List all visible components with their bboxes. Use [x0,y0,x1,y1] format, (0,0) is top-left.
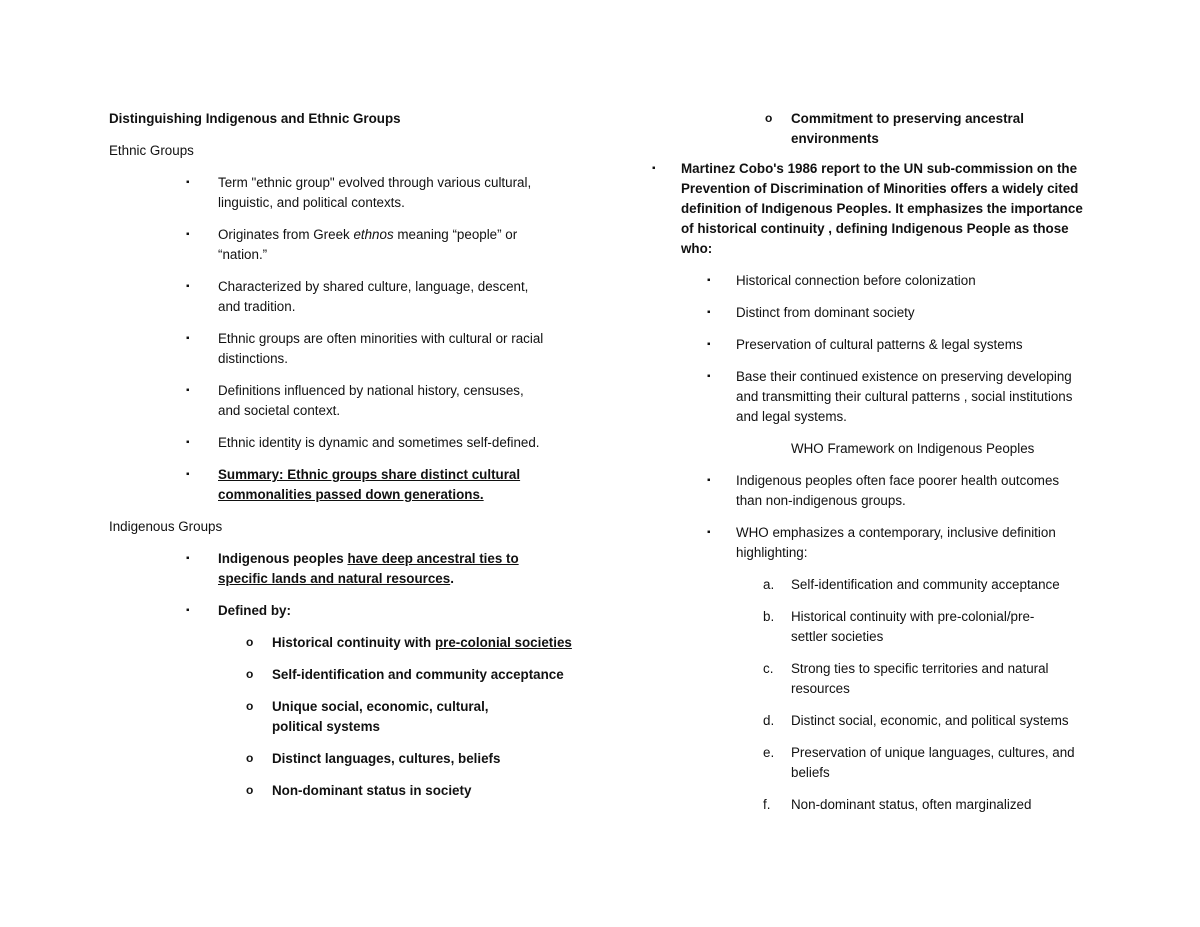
list-item: o Historical continuity with pre-colonial societies [246,635,572,650]
cobo-definition: ▪ Martinez Cobo's 1986 report to the UN sub-commission on the Prevention of Discrimination of Minorities offers a widely cited definition of Indigenous Peoples. It emphasizes the importance of historical continuity , defining Indigenous People as those who: [652,161,1083,256]
list-item: c. Strong ties to specific territories and natural resources [763,661,1049,696]
summary-item: ▪ Summary: Ethnic groups share distinct cultural commonalities passed down generations. [186,467,521,502]
list-item: ▪ Preservation of cultural patterns & legal systems [707,335,1087,355]
circle-marker: o [246,667,254,681]
list-item: ▪ Base their continued existence on preserving developing and transmitting their cultural patterns , social institutions and legal systems. [707,369,1073,424]
list-item: ▪ Ethnic identity is dynamic and sometimes self-defined. [186,433,546,453]
list-item: d. Distinct social, economic, and political systems [763,713,1069,728]
bullet-marker: ▪ [707,475,711,486]
list-item: o Non-dominant status in society [246,783,472,798]
bullet-marker: ▪ [186,437,190,448]
bullet-marker: ▪ [186,385,190,396]
right-column [652,109,1102,827]
list-item: a. Self-identification and community acceptance [763,577,1060,592]
indigenous-groups-heading: Indigenous Groups [109,519,223,534]
list-item: ▪ WHO emphasizes a contemporary, inclusive definition highlighting: [707,525,1056,560]
list-item: ▪ Historical connection before colonization [707,271,1087,291]
cobo-list [707,271,1087,427]
bullet-marker: ▪ [707,527,711,538]
document-title: Distinguishing Indigenous and Ethnic Groups [109,111,401,126]
defined-by-list [246,633,586,801]
bullet-marker: ▪ [186,553,190,564]
left-column [109,109,589,813]
ethnic-list [186,173,546,505]
circle-marker: o [765,111,773,125]
list-item: o Self-identification and community acceptance [246,667,564,682]
list-item: ▪ Defined by: [186,601,546,621]
bullet-marker: ▪ [186,177,190,188]
list-item: b. Historical continuity with pre-colonial/pre-settler societies [763,609,1035,644]
list-item: o Distinct languages, cultures, beliefs [246,751,501,766]
who-list [707,471,1087,563]
bullet-marker: ▪ [186,229,190,240]
bullet-marker: ▪ [707,275,711,286]
list-item: ▪ Ethnic groups are often minorities with cultural or racial distinctions. [186,331,544,366]
list-item: ▪ Indigenous peoples have deep ancestral ties to specific lands and natural resources. [186,551,519,586]
list-item: ▪ Term "ethnic group" evolved through various cultural, linguistic, and political contexts. [186,175,532,210]
bullet-marker: ▪ [707,371,711,382]
bullet-marker: ▪ [186,281,190,292]
bullet-marker: ▪ [186,333,190,344]
list-item: ▪ Definitions influenced by national history, censuses, and societal context. [186,383,524,418]
list-item: ▪ Indigenous peoples often face poorer health outcomes than non-indigenous groups. [707,473,1060,508]
list-item: ▪ Distinct from dominant society [707,303,1087,323]
who-definition-list [763,575,1073,815]
who-framework-title: WHO Framework on Indigenous Peoples [791,441,1035,456]
bullet-marker: ▪ [707,339,711,350]
circle-marker: o [246,783,254,797]
list-item: f. Non-dominant status, often marginalized [763,797,1032,812]
ethnic-groups-heading: Ethnic Groups [109,143,194,158]
bullet-marker: ▪ [707,307,711,318]
circle-marker: o [246,635,254,649]
list-item: o Commitment to preserving ancestral environments [765,111,1024,146]
list-item: ▪ Characterized by shared culture, language, descent, and tradition. [186,279,529,314]
bullet-marker: ▪ [652,163,656,174]
indigenous-list [186,549,546,621]
circle-marker: o [246,751,254,765]
list-item: e. Preservation of unique languages, cultures, and beliefs [763,745,1075,780]
greek-word: ethnos [353,227,394,242]
circle-marker: o [246,699,254,713]
bullet-marker: ▪ [186,605,190,616]
list-item: o Unique social, economic, cultural, political systems [246,699,489,734]
list-item: ▪ Originates from Greek ethnos meaning “people” or “nation.” [186,227,518,262]
bullet-marker: ▪ [186,469,190,480]
